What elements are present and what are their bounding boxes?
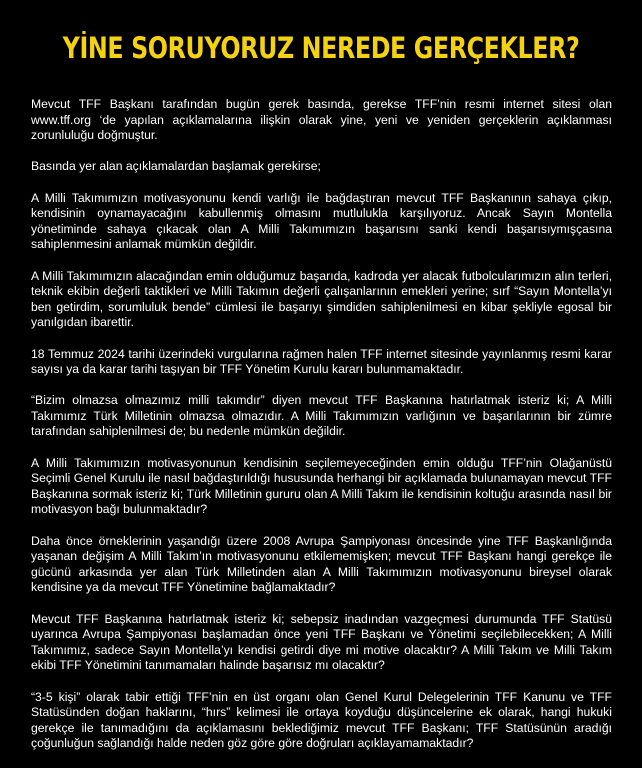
paragraph: A Milli Takımımızın motivasyonunun kendisinin seçilemeyeceğinden emin olduğu TFF’nin Olağanüstü Seçimli Genel Kurulu ile nasıl bağdaştırıldığı hususunda herhangi bir açıklamada bulunamayan mevcut TFF Başkanına sormak isteriz ki; Türk Milletinin gururu olan A Milli Takım ile kendisinin koltuğu arasında nasıl bir motivasyon bağı bulunmaktadır? (31, 455, 612, 517)
paragraph: “3-5 kişi” olarak tabir ettiği TFF’nin en üst organı olan Genel Kurul Delegelerinin TFF Kanunu ve TFF Statüsünden doğan haklarını, “hırs” kelimesi ile ortaya koyduğu düşüncelerine ek olarak, hangi hukuki gerekçe ile tanımadığını da açıklamasını beklediğimiz mevcut TFF Başkanı; TFF Statüsünün aradığı çoğunluğun sağlandığı halde neden göz göre göre doğruları açıklayamamaktadır? (31, 689, 612, 751)
paragraph: “Bizim olmazsa olmazımız milli takımdır” diyen mevcut TFF Başkanına hatırlatmak isteriz ki; A Milli Takımımız Türk Milletinin olmazsa olmazıdır. A Milli Takımımızın varlığının ve başarılarının bir zümre tarafından sahiplenilmesi de; bu nedenle mümkün değildir. (31, 393, 612, 439)
paragraph: Mevcut TFF Başkanı tarafından bugün gerek basında, gerekse TFF’nin resmi internet sitesi olan www.tff.org ‘de yapılan açıklamalarına ilişkin olarak yine, yeni ve yeniden gerçeklerin açıklanması zorunluluğu doğmuştur. (31, 97, 612, 143)
paragraph: A Milli Takımımızın alacağından emin olduğumuz başarıda, kadroda yer alacak futbolcularımızın alın terleri, teknik ekibin değerli taktikleri ve Milli Takımın değerli çalışanlarının emekleri yerine; sırf “Sayın Montella’yı ben getirdim, sorumluluk bende” cümlesi ile başarıyı şimdiden sahiplenilmesi en kibar şekliyle egosal bir yanılgıdan ibarettir. (31, 268, 612, 330)
paragraph: 18 Temmuz 2024 tarihi üzerindeki vurgularına rağmen halen TFF internet sitesinde yayınlanmış resmi karar sayısı ya da karar tarihi taşıyan bir TFF Yönetim Kurulu kararı bulunmamaktadır. (31, 346, 612, 377)
paragraph: Mevcut TFF Başkanına hatırlatmak isteriz ki; sebepsiz inadından vazgeçmesi durumunda TFF Statüsü uyarınca Avrupa Şampiyonası başlamadan önce yeni TFF Başkanı ve Yönetimi seçilebilecekken; A Milli Takımımız, sadece Sayın Montella’yı kendisi getirdi diye mi motive olacaktır? A Milli Takım ve Milli Takım ekibi TFF Yönetimini tanımamaları halinde başarısız mı olacaktır? (31, 611, 612, 673)
paragraph: Basında yer alan açıklamalardan başlamak gerekirse; (31, 159, 321, 174)
headline: YİNE SORUYORUZ NEREDE GERÇEKLER? (62, 31, 580, 65)
document-body (31, 97, 612, 768)
paragraph: Daha önce örneklerinin yaşandığı üzere 2008 Avrupa Şampiyonası öncesinde yine TFF Başkanlığında yaşanan değişim A Milli Takım’ın motivasyonunu etkilememişken; mevcut TFF Başkanı hangi gerekçe ile gücünü arkasında yer alan Türk Milletinden alan A Milli Takımımızın motivasyonunu bireysel olarak kendisine ya da mevcut TFF Yönetimine bağlamaktadır? (31, 533, 612, 595)
paragraph: A Milli Takımımızın motivasyonunu kendi varlığı ile bağdaştıran mevcut TFF Başkanının sahaya çıkıp, kendisinin oynamayacağını kabullenmiş olmasını mutlulukla karşılıyoruz. Ancak Sayın Montella yönetiminde sahaya çıkacak olan A Milli Takımımızın başarısını sanki kendi başarısıymışçasına sahiplenmesini anlamak mümkün değildir. (31, 190, 612, 252)
